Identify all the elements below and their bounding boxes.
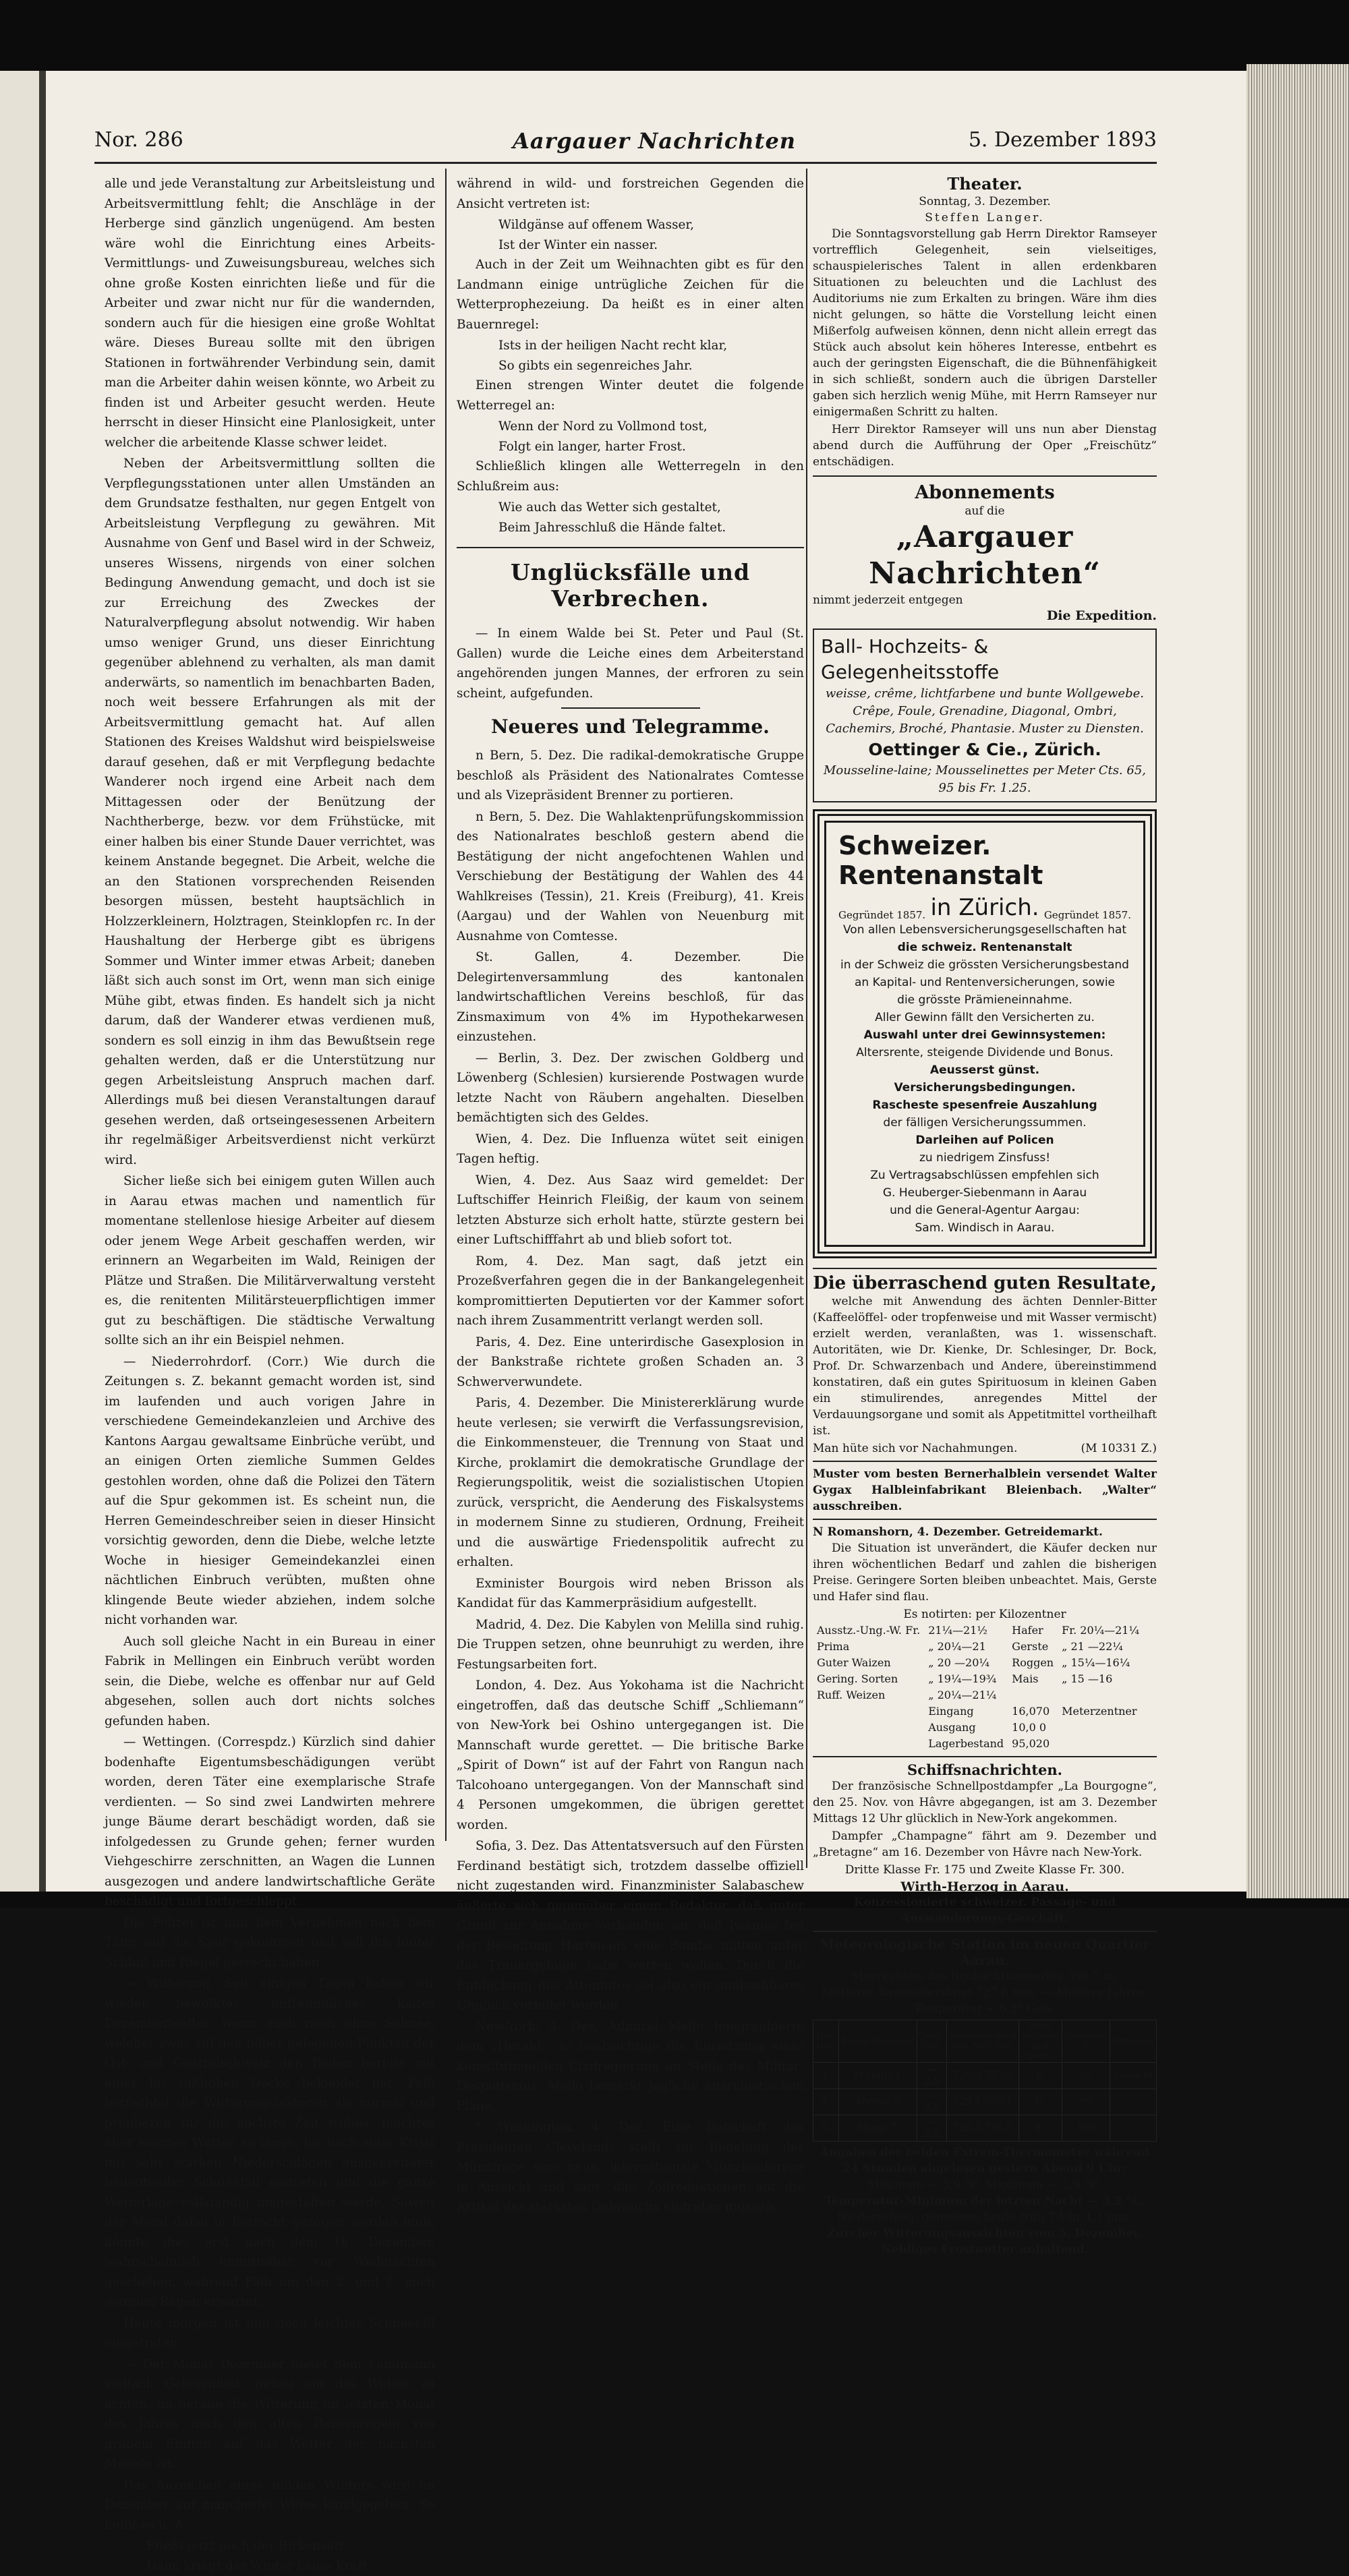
verse-line: Dann kriegt der Winter keine Kraft,	[146, 2556, 435, 2576]
article-paragraph: Sicher ließe sich bei einigem guten Willen auch in Aarau etwas machen und namentlich für momentane stellenlose hiesige Arbeiter auf diesem oder jenem Wege Arbeit geschaffen werden, wir erinnern an Wegarbeiten im Wald, Reinigen der Plätze und Straßen. Die Militärverwaltung versteht es, die renitenten Militärsteuerpflichtigen immer gut zu beschäftigen. Die städtische Verwaltung sollte sich an ihr ein Beispiel nehmen.	[105, 1171, 435, 1351]
telegram: Wien, 4. Dez. Die Influenza wütet seit einigen Tagen heftig.	[457, 1130, 804, 1169]
ball-line: Mousseline-laine; Mousselinettes per Meter Cts. 65, 95 bis Fr. 1.25.	[821, 762, 1149, 797]
column-header: Beobachtungszeit	[838, 2020, 917, 2063]
theater-notice	[813, 174, 1157, 470]
renten-line: an Kapital- und Rentenversicherungen, sowie	[838, 974, 1131, 991]
cell: Eingang	[924, 1703, 1008, 1720]
news-item: Auch soll gleiche Nacht in ein Bureau in einer Fabrik in Mellingen ein Einbruch verübt worden sein, die Diebe, welche es offenbar nur auf Geld abgesehen, sollen auch dort nichts solches gefunden haben.	[105, 1632, 435, 1732]
dennler-text: welche mit Anwendung des ächten Dennler-Bitter (Kaffeelöffel- oder tropfenweise und mit Wasser vermischt) erzielt werden, veranlaßten, was 1. wissenschaft. Autoritäten, wie Dr. Kienke, Dr. Schlesinger, Dr. Bock, Prof. Dr. Schwarzenbach und Andere, übereinstimmend konstatiren, daß ein gutes Spirituosum in kleinen Gaben ein stimulirendes, anregendes Mittel der Verdauungsorgane und somit als Appetitmittel vortheilhaft ist.	[813, 1293, 1157, 1439]
cell: Abends 9	[838, 2089, 917, 2115]
cell: „ 15 —16	[1058, 1671, 1143, 1687]
cell	[1008, 1687, 1058, 1703]
abo-text: nimmt jederzeit entgegen	[813, 592, 1157, 608]
cell: Mittags 1	[838, 2063, 917, 2089]
renten-line: die schweiz. Rentenanstalt	[838, 939, 1131, 956]
short-rule	[561, 707, 700, 709]
cell: 16,070	[1008, 1703, 1058, 1720]
wetter-footer: Niederschlag, gemessen heute früh 7 Uhr 1,1 mm.	[813, 2209, 1157, 2225]
cell: Roggen	[1008, 1655, 1058, 1671]
news-item: Die Polizei ist nun dem Vernehmen nach dem Täter auf die Spur gekommen und soll ihn hinter Schloß und Riegel gesteckt haben.	[105, 1913, 435, 1973]
muster-ad: Muster vom besten Bernerhalblein versendet Walter Gygax Halbleinfabrikant Bleienbach. „Walter“ ausschreiben.	[813, 1466, 1157, 1515]
table-row	[813, 1671, 1143, 1687]
page-header	[94, 128, 1157, 163]
cell	[1058, 1687, 1143, 1703]
verse-line: Fließt jetzt noch der Birkensaft,	[146, 2536, 435, 2556]
cell: Gerste	[1008, 1639, 1058, 1655]
cell: 95,020	[1008, 1736, 1058, 1752]
wetter-footer: Minimum — 3,9 °C. Maximum — 1,9 °C.	[813, 2177, 1157, 2193]
cell: Meterzentner	[1058, 1703, 1143, 1720]
renten-line: Auswahl unter drei Gewinnsystemen:	[838, 1026, 1131, 1044]
cell: 730,3 767,3	[947, 2063, 1019, 2089]
page-stack-edges	[1246, 64, 1349, 1898]
renten-line: in der Schweiz die grössten Versicherungsbestand	[838, 956, 1131, 974]
article-paragraph: Einen strengen Winter deutet die folgende Wetterregel an:	[457, 376, 804, 415]
renten-line: und die General-Agentur Aargau:	[838, 1202, 1131, 1219]
table-row	[813, 2063, 1157, 2089]
masthead-title: Aargauer Nachrichten	[513, 128, 796, 154]
verse-line: Folgt ein langer, harter Frost.	[498, 437, 804, 457]
ad-rule	[813, 475, 1157, 477]
rentenanstalt-ad	[813, 809, 1157, 1258]
renten-line: Von allen Lebensversicherungsgesellschaften hat	[838, 921, 1131, 939]
header-rule	[94, 162, 1157, 164]
article-paragraph: alle und jede Veranstaltung zur Arbeitsleistung und Arbeitsvermittlung fehlt; die Anschläge in der Herberge sind gänzlich ungenügend. Am besten wäre wohl die Einrichtung eines Arbeits-Vermittlungs- und Zuweisungsbureau, welches sich ohne große Kosten einrichten ließe und für die Arbeiter und zwar nicht nur für die wandernden, sondern auch für die hiesigen eine große Wohltat wäre. Dieses Bureau sollte mit den übrigen Stationen in fortwährender Verbindung sein, damit man die Arbeiter dahin weisen könnte, wo Arbeit zu finden ist und Arbeiter gesucht werden. Heute herrscht in dieser Hinsicht eine Planlosigkeit, unter welcher die arbeitende Klasse schwer leidet.	[105, 174, 435, 452]
wetter-line: Mittlerer Barometerstand 727,8 mm. — Mittlere Jahres-	[813, 1985, 1157, 2001]
ad-rule	[813, 1756, 1157, 1757]
ad-rule	[813, 1461, 1157, 1462]
cell: 729,1 766,1	[947, 2089, 1019, 2115]
verse	[498, 498, 804, 537]
wetter-footer: Temperatur-Minimum der letzten Nacht — 3,2 °C.	[813, 2193, 1157, 2209]
cell: E.	[1019, 2115, 1062, 2142]
cell: „ 20 —20¼	[924, 1655, 1008, 1671]
gutter-shadow	[39, 71, 46, 1892]
section-heading: Neueres und Telegramme.	[457, 715, 804, 738]
cell: bedeckt	[1110, 2063, 1157, 2089]
table-row	[813, 1703, 1143, 1720]
telegram: Rom, 4. Dez. Man sagt, daß jetzt ein Prozeßverfahren gegen die in der Bankangelegenheit kompromittierten Deputierten vor der Kammer sofort nach ihrem Zusammentritt verlangt werden soll.	[457, 1252, 804, 1331]
cell: Ausstz.-Ung.-W. Fr.	[813, 1622, 924, 1639]
cell: Prima	[813, 1639, 924, 1655]
ad-rule	[813, 1519, 1157, 1520]
markt-text: Die Situation ist unverändert, die Käufer decken nur ihren wöchentlichen Bedarf und zahlen die bisherigen Preise. Geringere Sorten bleiben unbeachtet. Mais, Gerste und Hafer sind flau.	[813, 1540, 1157, 1605]
renten-city: in Zürich.	[930, 894, 1039, 921]
renten-line: Darleihen auf Policen	[838, 1132, 1131, 1149]
telegram: London, 4. Dez. Aus Yokohama ist die Nachricht eingetroffen, daß das deutsche Schiff „Schliemann“ von New-York bei Oshino untergegangen ist. Die Mannschaft wurde gerettet. — Die britische Barke „Spirit of Down“ ist auf der Fahrt von Rangun nach Talcohoano untergegangen. Von der Mannschaft sind 4 Personen umgekommen, die übrigen gerettet worden.	[457, 1676, 804, 1835]
renten-founded-left: Gegründet 1857.	[838, 909, 925, 921]
verse	[146, 2536, 435, 2576]
markt-sub: Es notirten: per Kilozentner	[813, 1606, 1157, 1622]
renten-line: Zu Vertragsabschlüssen empfehlen sich	[838, 1167, 1131, 1184]
cell: Mais	[1008, 1671, 1058, 1687]
theater-review: Die Sonntagsvorstellung gab Herrn Direktor Ramseyer vortrefflich Gelegenheit, sein vielseitiges, schauspielerisches Talent in allen erdenkbaren Situationen zu beleuchten und die Lachlust des Auditoriums nie zum Erkalten zu bringen. Wäre ihm dies nicht gelungen, so hätte die Vorstellung leicht einen Mißerfolg aufweisen können, denn nicht allein erregt das Stück auch absolut kein höheres Interesse, entbehrt es auch der geringsten Eigenschaft, die die Bühnenfähigkeit in sich schließt, sondern auch die übrigen Darsteller gaben sich herzlich wenig Mühe, mit Herrn Ramseyer nur einigermaßen Schritt zu halten.	[813, 226, 1157, 420]
cell: 85	[1062, 2063, 1110, 2089]
theater-review: Herr Direktor Ramseyer will uns nun aber Dienstag abend durch die Aufführung der Oper „Freischütz“ entschädigen.	[813, 421, 1157, 470]
renten-line: G. Heuberger-Siebenmann in Aarau	[838, 1184, 1131, 1202]
verse	[498, 215, 804, 255]
abo-signature: Die Expedition.	[813, 608, 1157, 623]
article-paragraph: Schließlich klingen alle Wetterregeln in den Schlußreim aus:	[457, 457, 804, 496]
article-paragraph: während in wild- und forstreichen Gegenden die Ansicht vertreten ist:	[457, 174, 804, 214]
issue-date: 5. Dezember 1893	[969, 128, 1157, 152]
renten-founded-right: Gegründet 1857.	[1044, 909, 1131, 921]
renten-line: der fälligen Versicherungssummen.	[838, 1114, 1131, 1132]
cell: 21¼—21½	[924, 1622, 1008, 1639]
table-row	[813, 1720, 1143, 1736]
cell: — 2,5	[917, 2115, 947, 2142]
cell: — 3,0	[917, 2089, 947, 2115]
table-row	[813, 1639, 1143, 1655]
renten-body	[838, 921, 1131, 1237]
wetter-footer: Nebliges Frostwetter anhaltend.	[813, 2242, 1157, 2258]
schiff-text: Der französische Schnellpostdampfer „La Bourgogne“, den 25. Nov. von Hâvre abgegangen, ist am 3. Dezember Mittags 12 Uhr glücklich in New-York angekommen.	[813, 1778, 1157, 1827]
ad-rule	[813, 1268, 1157, 1269]
telegram: St. Gallen, 4. Dezember. Die Delegirtenversammlung des kantonalen landwirtschaftlichen Vereins beschloß, für das Zinsmaximum von 4% im Hypothekarwesen einzustehen.	[457, 947, 804, 1047]
ball-firm: Oettinger & Cie., Zürich.	[821, 738, 1149, 762]
section-rule	[457, 547, 804, 548]
verse-line: Ists in der heiligen Nacht recht klar,	[498, 336, 804, 356]
verse	[498, 336, 804, 376]
wetter-table	[813, 2020, 1157, 2142]
cell: Ausgang	[924, 1720, 1008, 1736]
table-row	[813, 1687, 1143, 1703]
abo-paper: „Aargauer Nachrichten“	[813, 519, 1157, 592]
column-rule-1	[445, 169, 447, 1841]
schiff-title: Schiffsnachrichten.	[813, 1761, 1157, 1778]
ball-line: Crêpe, Foule, Grenadine, Diagonal, Ombri, Cachemirs, Broché, Phantasie. Muster zu Diensten.	[821, 703, 1149, 738]
column-3	[813, 174, 1157, 1873]
theater-title: Theater.	[813, 174, 1157, 194]
verse-line: Ist der Winter ein nasser.	[498, 235, 804, 256]
abo-title: Abonnements	[813, 482, 1157, 503]
markt-price-table	[813, 1622, 1143, 1752]
cell: E.	[1019, 2063, 1062, 2089]
schiff-firm: Wirth-Herzog in Aarau.	[813, 1879, 1157, 1894]
ball-title: Ball- Hochzeits- & Gelegenheitsstoffe	[821, 634, 1149, 685]
news-item: — Der Monat Dezember bietet dem Landmann vielfach Gelegenheit, genau auf das Wetter zu achten, da gerade die Witterung im letzten Monat des Jahres nach den alten Bauernregeln von großem Einfluß auf das Wetter der nächsten Monate ist.	[105, 2355, 435, 2474]
news-item: Das Anzeichen eines milden Winters wird im Dezember auf mancherlei Weise kundgegeben. So heißt es u. A.:	[105, 2476, 435, 2536]
renten-line: Aeusserst günst. Versicherungsbedingungen.	[838, 1061, 1131, 1096]
getreidemarkt	[813, 1524, 1157, 1752]
cell: 5.	[813, 2115, 839, 2142]
column-header: Witterung	[1110, 2020, 1157, 2063]
dennler-code: (M 10331 Z.)	[1081, 1440, 1157, 1457]
cell: 100	[1062, 2115, 1110, 2142]
column-header: Feuchtigk. %	[1062, 2020, 1110, 2063]
schiff-firm-sub: Konzessionierte schweizer. Passage- und Auswanderungs-Geschäft.	[813, 1894, 1157, 1927]
wetterstation	[813, 1936, 1157, 2258]
ball-stoffe-ad	[813, 628, 1157, 802]
table-header-row	[813, 2020, 1157, 2063]
cell: — 2,0	[917, 2063, 947, 2089]
column-2	[457, 174, 804, 1806]
verse-line: Wie auch das Wetter sich gestaltet,	[498, 498, 804, 518]
schiffsnachrichten	[813, 1761, 1157, 1927]
verse-line: So gibts ein segenreiches Jahr.	[498, 356, 804, 376]
verse-line: Wildgänse auf offenem Wasser,	[498, 215, 804, 235]
verse	[498, 417, 804, 457]
ad-rule	[813, 1931, 1157, 1932]
column-rule-2	[806, 169, 807, 1868]
renten-line: Aller Gewinn fällt den Versicherten zu.	[838, 1009, 1131, 1026]
table-row	[813, 1736, 1143, 1752]
news-item: — Wettingen. (Correspdz.) Kürzlich sind dahier bodenhafte Eigentumsbeschädigungen verübt worden, deren Täter eine exemplarische Strafe verdienten. — So sind zwei Landwirten mehrere junge Bäume derart beschädigt worden, daß sie infolgedessen zu Grunde gehen; ferner wurden Viehgeschirre zerschnitten, an Wagen die Lunnen ausgezogen und andere landwirtschaftliche Geräte beschädigt und fortgeschleppt.	[105, 1732, 435, 1912]
column-header: 1893 Dez.	[813, 2020, 839, 2063]
renten-line: die grösste Prämieneinnahme.	[838, 991, 1131, 1009]
telegram: * Washington, 4. Dez. Eine Botschaft des Präsidenten Clevelands stellt zur Regelung der Münzfrage eine neue, internationale Münzkonferenz in Aussicht und sagt, daß Zollreduktionen auf die Artikel des stärksten Gebrauchs eintreten müssen.	[457, 2117, 804, 2217]
telegram: Paris, 4. Dezember. Die Ministererklärung wurde heute verlesen; sie verwirft die Verfassungsrevision, die Einkommensteuer, die Trennung von Staat und Kirche, proklamirt die demokratische Grundlage der Regierungspolitik, weist die sozialistischen Utopien zurück, verspricht, die Aenderung des Fiskalsystems in modernem Sinne zu studieren, Ordnung, Freiheit und die auswärtige Friedenspolitik aufrecht zu erhalten.	[457, 1393, 804, 1573]
cell: Fr. 20¼—21¼	[1058, 1622, 1143, 1639]
renten-line: Rascheste spesenfreie Auszahlung	[838, 1096, 1131, 1114]
markt-head: N Romanshorn, 4. Dezember. Getreidemarkt.	[813, 1524, 1157, 1540]
cell: Lagerbestand	[924, 1736, 1008, 1752]
cell: „ 20¼—21	[924, 1639, 1008, 1655]
section-heading: Unglücksfälle und Verbrechen.	[457, 559, 804, 612]
news-item: — Niederrohrdorf. (Corr.) Wie durch die Zeitungen s. Z. bekannt gemacht worden ist, sind im laufenden und auch vorigen Jahre in verschiedene Gemeindekanzleien und Archive des Kantons Aargau gewaltsame Einbrüche verübt, und an einigen Orten ziemliche Summen Geldes gestohlen worden, ohne daß die Polizei den Tätern auf die Spur gekommen ist. Es scheint nun, die Herren Gemeindeschreiber seien in dieser Hinsicht vorsichtig geworden, denn die Diebe, welche letzte Woche in hiesiger Gemeindekanzlei einen nächtlichen Einbruch verübten, mußten ohne klingende Beute wieder abziehen, indem solche nicht vorhanden war.	[105, 1352, 435, 1631]
renten-line: Altersrente, steigende Dividende und Bonus.	[838, 1044, 1131, 1061]
telegram: New-York, 4. Dez. Admiral Mello telegraphierte dem „Herald“, er beabsichtige die Einsetzung einer konstitutionellen Civilregierung an Stelle des Militär-Despotismus. Mello bemerkt jegliche anarchistischen Pläne.	[457, 2017, 804, 2117]
table-row	[813, 1622, 1143, 1639]
cell: „ 15¼—16¼	[1058, 1655, 1143, 1671]
cell: Morg. 7	[838, 2115, 917, 2142]
theater-play: Steffen Langer.	[813, 210, 1157, 226]
verse-line: Wenn der Nord zu Vollmond tost,	[498, 417, 804, 437]
ball-line: weisse, crême, lichtfarbene und bunte Wollgewebe.	[821, 685, 1149, 703]
abonnement-ad	[813, 482, 1157, 623]
cell: „ 20¼—21¼	[924, 1687, 1008, 1703]
news-item: Heute morgen ist nun doch leichter Schneefall eingetreten.	[105, 2314, 435, 2353]
column-1	[105, 174, 435, 1846]
article-paragraph: Auch in der Zeit um Weihnachten gibt es für den Landmann einige untrügliche Zeichen für die Wetterprophezeiung. Da heißt es in einer alten Bauernregel:	[457, 255, 804, 334]
telegram: Wien, 4. Dez. Aus Saaz wird gemeldet: Der Luftschiffer Heinrich Fleißig, der kaum von seinem letzten Absturze sich erholt hatte, stürzte gestern bei einer Luftschifffahrt ab und blieb sofort tot.	[457, 1171, 804, 1250]
wetter-line: Meereshöhe des Beobachtungsortes 396,7 m,	[813, 1968, 1157, 1985]
cell: E.	[1019, 2089, 1062, 2115]
cell: „ 21 —22¼	[1058, 1639, 1143, 1655]
cell: Gering. Sorten	[813, 1671, 924, 1687]
wetter-title: Meteorologische Station im neuen Quartier Aarau.	[813, 1936, 1157, 1968]
dennler-ad	[813, 1273, 1157, 1457]
column-header: Barometerstand mm. Null. Red.	[947, 2020, 1019, 2063]
column-header: Temp. Cels.	[917, 2020, 947, 2063]
telegram: Paris, 4. Dez. Eine unterirdische Gasexplosion in der Bankstraße richtete großen Schaden an. 3 Schwerverwundete.	[457, 1333, 804, 1393]
issue-number: Nor. 286	[94, 128, 183, 152]
renten-line: zu niedrigem Zinsfuss!	[838, 1149, 1131, 1167]
wetter-line: Temperatur + 8,2° Cels.	[813, 2001, 1157, 2017]
news-item: — In einem Walde bei St. Peter und Paul (St. Gallen) wurde die Leiche eines dem Arbeiterstand angehörenden jungen Mannes, der erfroren zu sein scheint, aufgefunden.	[457, 624, 804, 703]
cell: „ 19¼—19¾	[924, 1671, 1008, 1687]
cell: 4.	[813, 2089, 839, 2115]
theater-date: Sonntag, 3. Dezember.	[813, 194, 1157, 210]
cell: 4.	[813, 2063, 839, 2089]
telegram: Madrid, 4. Dez. Die Kabylen von Melilla sind ruhig. Die Truppen setzen, ohne beunruhigt zu werden, ihre Festungsarbeiten fort.	[457, 1615, 804, 1675]
schiff-text: Dritte Klasse Fr. 175 und Zweite Klasse Fr. 300.	[813, 1862, 1157, 1878]
telegram: Sofia, 3. Dez. Das Attentatsversuch auf den Fürsten Ferdinand bestätigt sich, trotzdem dasselbe offiziell nicht zugestanden wird. Finanzminister Salabaschew äußerte sich gegenüber einem Redaktor, daß guter Grund zur Annahme vorhanden sei, daß Iwanow bei der Beiseitung Hartenaus eine Bombe mitten unter das Trauergefolge habe werfen wollen. Durch die Entdeckung des Attentates sei also ein unabsehbares Unglück verhütet worden.	[457, 1836, 804, 2016]
wetter-footer: Angaben der beiden Extrem-Thermometer während 24 Stunden abgelesen gestern Abend 9 Uhr:	[813, 2144, 1157, 2177]
telegram: n Bern, 5. Dez. Die Wahlaktenprüfungskommission des Nationalrates beschloß gestern abend die Bestätigung der nicht angefochtenen Wahlen und Verschiebung der Bestätigung der Wahlen des 44 Wahlkreises (Tessin), 21. Kreis (Freiburg), 41. Kreis (Aargau) und der Wahlen von Neuenburg mit Ausnahme von Comtesse.	[457, 807, 804, 947]
cell: 728,5 765,5	[947, 2115, 1019, 2142]
cell: Hafer	[1008, 1622, 1058, 1639]
abo-sub: auf die	[813, 503, 1157, 519]
telegram: Exminister Bourgois wird neben Brisson als Kandidat für das Kammerpräsidium aufgestellt.	[457, 1574, 804, 1614]
cell: 95	[1062, 2089, 1110, 2115]
wetter-footer: Zürcher Witterungsaussichten vom 5. Dezember.	[813, 2225, 1157, 2242]
dennler-warning: Man hüte sich vor Nachahmungen.	[813, 1440, 1017, 1457]
telegram: n Bern, 5. Dez. Die radikal-demokratische Gruppe beschloß als Präsident des Nationalrates Comtesse und als Vizepräsident Brenner zu portieren.	[457, 746, 804, 806]
dennler-title: Die überraschend guten Resultate,	[813, 1273, 1157, 1293]
article-paragraph: Neben der Arbeitsvermittlung sollten die Verpflegungsstationen unter allen Umständen an dem Grundsatze festhalten, nur gegen Entgelt von Arbeitsleistung Verpflegung zu gewähren. Mit Ausnahme von Genf und Basel wird in der Schweiz, unseres Wissens, nirgends von einer solchen Bedingung Anwendung gemacht, und doch ist sie zur Erreichung des Zweckes der Naturalverpflegung absolut notwendig. Wir haben umso weniger Grund, uns dieser Einrichtung gegenüber ablehnend zu verhalten, als man damit anderwärts, so namentlich im benachbarten Baden, noch weit bessere Erfahrungen als mit der Arbeitsvermittlung gemacht hat. Auf allen Stationen des Kreises Waldshut wird beispielsweise darauf gesehen, daß er mit Verpflegung bedachte Wanderer noch irgend eine Arbeit nach dem Mittagessen oder der Benützung der Nachtherberge, bezw. vor dem Frühstücke, mit einer halben bis einer Stunde Dauer verrichtet, was keinem Anstande begegnet. Die Arbeit, welche die an den Stationen vorsprechenden Reisenden besorgen müssen, besteht hauptsächlich in Holzzerkleinern, Holztragen, Steinklopfen rc. In der Haushaltung der Herberge gibt es übrigens Sommer und Winter immer etwas Arbeit; daneben läßt sich auch sonst im Ort, wenn man sich einige Mühe gibt, etwas finden. Es handelt sich ja nicht darum, daß der Wanderer etwas verdienen muß, sondern es soll einzig in ihm das Bewußtsein rege gehalten werden, daß er die Unterstützung nur gegen Arbeitsleistung Anspruch machen darf. Allerdings muß bei diesen Veranstaltungen darauf gesehen werden, daß ortseingesessenen Arbeitern ihr regelmäßiger Arbeitsverdienst nicht verkürzt wird.	[105, 454, 435, 1170]
telegram: — Berlin, 3. Dez. Der zwischen Goldberg und Löwenberg (Schlesien) kursierende Postwagen wurde letzte Nacht von Räubern angehalten. Dieselben bemächtigten sich des Geldes.	[457, 1049, 804, 1128]
cell: Ruff. Weizen	[813, 1687, 924, 1703]
renten-name: Schweizer. Rentenanstalt	[838, 831, 1131, 890]
table-row	[813, 1655, 1143, 1671]
left-page-edge	[0, 71, 39, 1892]
schiff-text: Dampfer „Champagne“ fährt am 9. Dezember und „Bretagne“ am 16. Dezember von Hâvre nach New-York.	[813, 1828, 1157, 1861]
cell: 10,0 0	[1008, 1720, 1058, 1736]
table-row	[813, 2115, 1157, 2142]
cell: „	[1110, 2115, 1157, 2142]
cell: Guter Waizen	[813, 1655, 924, 1671]
news-item: — Witterung. Seit einigen Tagen haben wir wieder bewölktes, unfreundliches, kaltes Dezemberwetter, wenn auch noch ohne Schnee, welcher zwar auf den höher gelegenen Punkten der Ost- und Centralschweiz den Boden bereits mit einer bis fußhohen Decke bekleidet hat. Falb betrachtet die Witterungsfaktoren als normal und prophezeit für die nächste Zeit trübes, feuchtes aber warmes Wetter, so lange, bis nach einer Krisis mit sehr starken Niederschlägen ausgebreiteter bedeutender Schneefall eintreten und die ganze Wetterlage vollständig umgestalten werde. Soweit der Mond dabei in Betracht gezogen werden muß, könnte dies erst nach dem 16. Dezember, wahrscheinlich unmittelbar vor Weihnachten geschehen, während Falb um den 2. und 8. noch warmen Regen erwartet.	[105, 1974, 435, 2312]
renten-line: Sam. Windisch in Aarau.	[838, 1219, 1131, 1237]
cell: „	[1110, 2089, 1157, 2115]
column-header: Wind-Richtung und Stärke	[1019, 2020, 1062, 2063]
table-row	[813, 2089, 1157, 2115]
verse-line: Beim Jahresschluß die Hände faltet.	[498, 518, 804, 538]
